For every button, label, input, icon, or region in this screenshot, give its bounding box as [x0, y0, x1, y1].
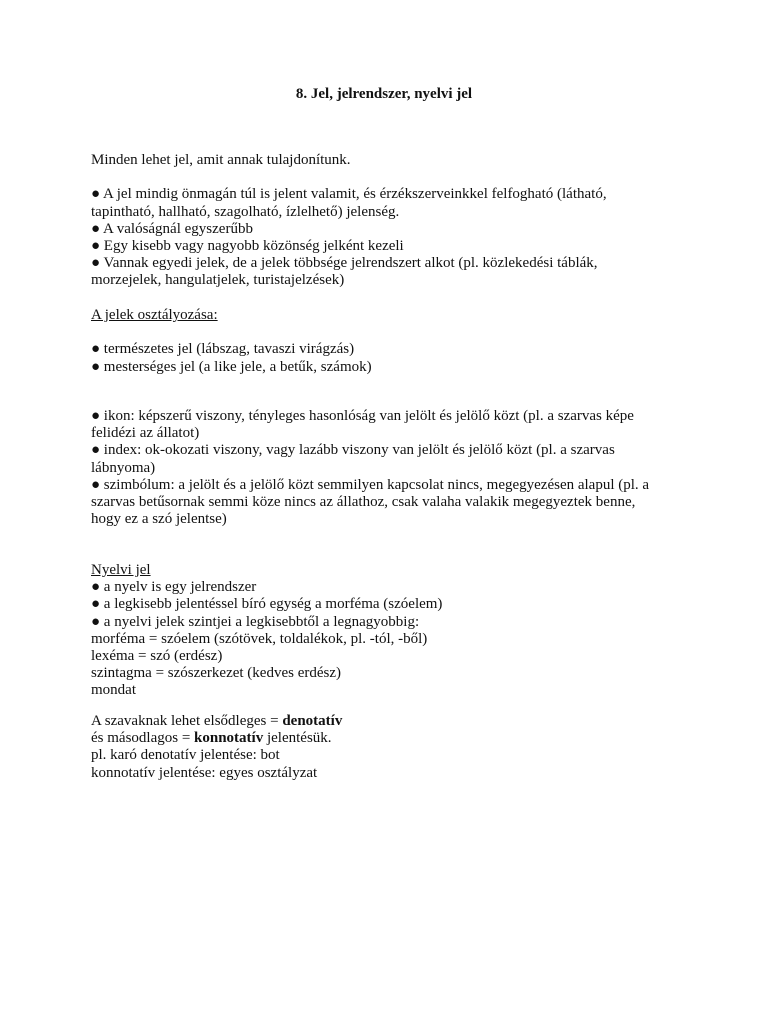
nyelvi-item: mondat	[91, 682, 136, 699]
nyelvi-item: morféma = szóelem (szótövek, toldalékok, pl. -tól, -ből)	[91, 630, 428, 647]
nyelvi-jel-heading: Nyelvi jel	[91, 562, 151, 578]
meaning-text: A szavaknak lehet elsődleges =	[91, 713, 283, 729]
document-title: 8. Jel, jelrendszer, nyelvi jel	[295, 86, 473, 102]
sign-type-line: felidézi az állatot)	[91, 425, 200, 442]
meaning-section	[91, 713, 691, 782]
spacer	[91, 324, 691, 341]
konnotativ-term: konnotatív	[194, 730, 264, 747]
bullet-line: ● A jel mindig önmagán túl is jelent valamit, és érzékszerveinkkel felfogható (látható,	[91, 186, 607, 203]
classification-item: ● természetes jel (lábszag, tavaszi virágzás)	[91, 341, 355, 358]
meaning-text: jelentésük.	[263, 730, 332, 747]
sign-types-section	[91, 408, 691, 528]
bullet-line: ● Vannak egyedi jelek, de a jelek többsége jelrendszert alkot (pl. közlekedési táblák,	[91, 255, 598, 272]
intro-text: Minden lehet jel, amit annak tulajdonítunk.	[91, 152, 351, 168]
nyelvi-item: szintagma = szószerkezet (kedves erdész)	[91, 665, 342, 682]
bullet-line: tapintható, hallható, szagolható, ízlelhető) jelenség.	[91, 203, 400, 220]
bullet-line: morzejelek, hangulatjelek, turistajelzések)	[91, 272, 345, 289]
bullet-line: ● A valóságnál egyszerűbb	[91, 220, 253, 237]
intro-section	[91, 152, 691, 290]
meaning-text: és másodlagos =	[91, 730, 195, 747]
nyelvi-item: lexéma = szó (erdész)	[91, 648, 223, 665]
sign-type-line: lábnyoma)	[91, 459, 156, 476]
sign-type-line: hogy ez a szó jelentse)	[91, 511, 227, 528]
sign-type-line: ● szimbólum: a jelölt és a jelölő közt semmilyen kapcsolat nincs, megegyezésen alapul (pl. a	[91, 476, 650, 493]
classification-heading: A jelek osztályozása:	[91, 307, 218, 323]
classification-item: ● mesterséges jel (a like jele, a betűk, számok)	[91, 358, 372, 375]
sign-type-line: szarvas betűsornak semmi köze nincs az állathoz, csak valaha valakik megegyeztek benne,	[91, 494, 636, 511]
meaning-line-1	[91, 713, 691, 730]
meaning-line-2	[91, 730, 691, 747]
sign-type-line: ● index: ok-okozati viszony, vagy lazább viszony van jelölt és jelölő közt (pl. a szarvas	[91, 442, 615, 459]
bullet-line: ● Egy kisebb vagy nagyobb közönség jelként kezeli	[91, 238, 404, 254]
spacer	[91, 169, 691, 186]
meaning-line-4: konnotatív jelentése: egyes osztályzat	[91, 764, 318, 781]
meaning-line-3: pl. karó denotatív jelentése: bot	[91, 747, 280, 764]
nyelvi-item: ● a legkisebb jelentéssel bíró egység a morféma (szóelem)	[91, 596, 443, 613]
nyelvi-jel-section	[91, 562, 691, 700]
denotativ-term: denotatív	[282, 713, 343, 729]
sign-type-line: ● ikon: képszerű viszony, tényleges hasonlóság van jelölt és jelölő közt (pl. a szarvas képe	[91, 408, 634, 424]
classification-section	[91, 307, 691, 376]
nyelvi-item: ● a nyelvi jelek szintjei a legkisebbtől a legnagyobbig:	[91, 613, 420, 630]
nyelvi-item: ● a nyelv is egy jelrendszer	[91, 579, 257, 596]
